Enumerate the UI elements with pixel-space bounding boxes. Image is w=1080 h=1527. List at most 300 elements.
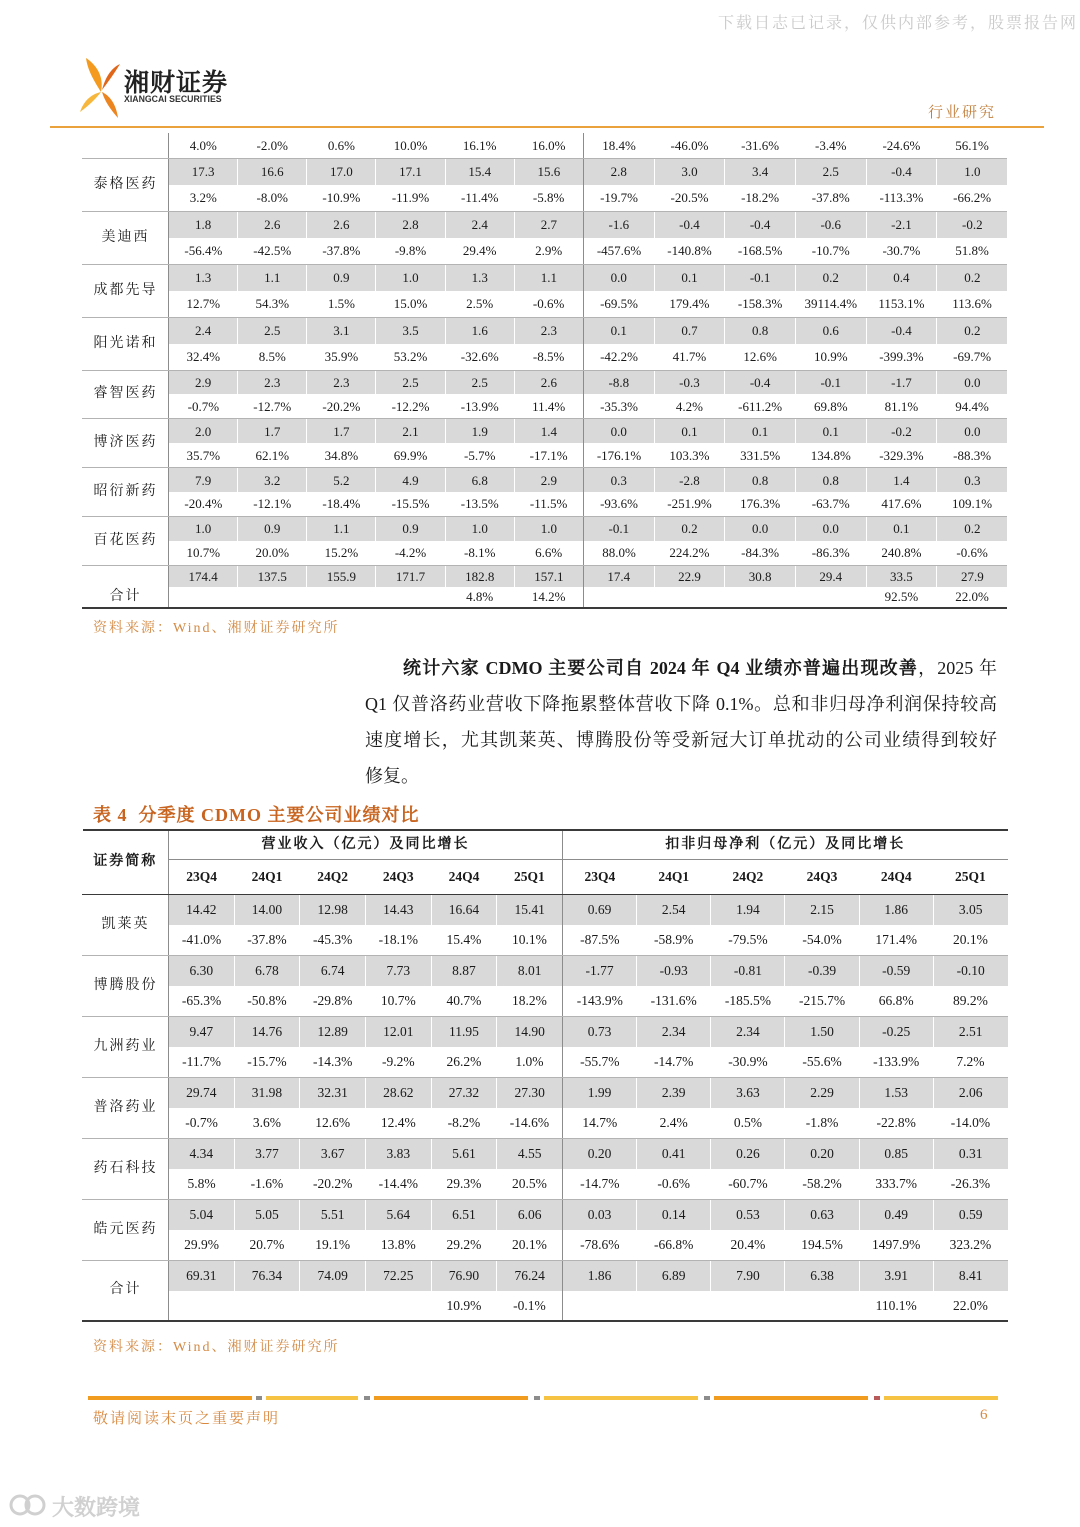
profit-cell: 0.8 [725, 468, 796, 492]
revenue-growth-cell: 35.7% [169, 443, 238, 467]
profit-cell: -0.25 [859, 1016, 933, 1047]
revenue-growth-cell: -14.4% [365, 1169, 431, 1200]
revenue-growth-cell [300, 1291, 366, 1322]
profit-growth-cell: 81.1% [866, 394, 937, 418]
profit-cell: 6.38 [785, 1260, 859, 1291]
profit-cell: 0.73 [563, 1016, 637, 1047]
header-quarter: 24Q4 [859, 859, 933, 894]
bottom-watermark: 大数跨境 [52, 1495, 141, 1520]
footer-decorative-stripe [88, 1396, 998, 1400]
revenue-growth-cell: -9.2% [365, 1047, 431, 1078]
revenue-growth-cell: -37.8% [234, 925, 300, 956]
profit-cell: 0.14 [637, 1199, 711, 1230]
company-name: 合计 [83, 1260, 169, 1321]
table-row-values [83, 1260, 1008, 1291]
profit-growth-cell: 20.1% [933, 925, 1007, 956]
profit-growth-cell [654, 587, 725, 609]
profit-growth-cell: 4.2% [654, 394, 725, 418]
profit-growth-cell: -1.8% [785, 1108, 859, 1139]
profit-cell: 17.4 [583, 565, 654, 587]
paragraph-line: Q1 仅普洛药业营收下降拖累整体营收下降 0.1%。总和非归母净利润保持较高 [365, 694, 997, 714]
revenue-cell: 3.83 [365, 1138, 431, 1169]
revenue-growth-cell: 10.7% [365, 986, 431, 1017]
revenue-growth-cell: -11.5% [514, 492, 583, 516]
revenue-growth-cell: 29.2% [431, 1230, 497, 1261]
revenue-growth-cell: 12.7% [169, 291, 238, 318]
revenue-growth-cell [234, 1291, 300, 1322]
revenue-growth-cell: 1.0% [497, 1047, 563, 1078]
revenue-cell: 3.5 [376, 317, 445, 344]
revenue-growth-cell [169, 587, 238, 609]
revenue-cell: 1.3 [445, 264, 514, 291]
revenue-growth-cell: -2.0% [238, 133, 307, 158]
profit-cell: 0.4 [866, 264, 937, 291]
profit-growth-cell [563, 1291, 637, 1322]
revenue-cell: 5.61 [431, 1138, 497, 1169]
profit-cell: 0.1 [583, 317, 654, 344]
revenue-cell: 6.30 [169, 955, 235, 986]
revenue-growth-cell: -12.2% [376, 394, 445, 418]
revenue-cell: 76.90 [431, 1260, 497, 1291]
profit-cell: -0.4 [654, 211, 725, 238]
profit-cell: 2.39 [637, 1077, 711, 1108]
profit-cell: -1.6 [583, 211, 654, 238]
revenue-cell: 1.3 [169, 264, 238, 291]
profit-cell: 0.8 [725, 317, 796, 344]
profit-growth-cell: 89.2% [933, 986, 1007, 1017]
revenue-cell: 2.9 [169, 370, 238, 394]
profit-cell: -1.7 [866, 370, 937, 394]
profit-growth-cell: -14.7% [563, 1169, 637, 1200]
profit-cell: 0.0 [725, 516, 796, 540]
revenue-growth-cell: 6.6% [514, 541, 583, 565]
revenue-growth-cell: 11.4% [514, 394, 583, 418]
revenue-growth-cell: -1.6% [234, 1169, 300, 1200]
revenue-cell: 5.04 [169, 1199, 235, 1230]
profit-cell: 29.4 [795, 565, 866, 587]
profit-cell: -0.4 [725, 370, 796, 394]
profit-cell: -0.3 [654, 370, 725, 394]
revenue-cell: 1.1 [514, 264, 583, 291]
table-row-values [83, 419, 1008, 443]
profit-growth-cell: 0.5% [711, 1108, 785, 1139]
profit-growth-cell: -14.7% [637, 1047, 711, 1078]
revenue-cell: 157.1 [514, 565, 583, 587]
revenue-growth-cell: -5.8% [514, 185, 583, 212]
profit-growth-cell: -84.3% [725, 541, 796, 565]
revenue-growth-cell [238, 587, 307, 609]
header-quarter: 24Q3 [365, 859, 431, 894]
table-row-growth [83, 394, 1008, 418]
revenue-cell: 1.4 [514, 419, 583, 443]
profit-growth-cell: -79.5% [711, 925, 785, 956]
profit-cell: 0.2 [937, 516, 1008, 540]
profit-growth-cell: -37.8% [795, 185, 866, 212]
company-name: 昭衍新药 [83, 468, 169, 517]
profit-growth-cell: 110.1% [859, 1291, 933, 1322]
profit-cell: -0.6 [795, 211, 866, 238]
revenue-cell: 8.87 [431, 955, 497, 986]
logo-english-name: XIANGCAI SECURITIES [124, 94, 222, 105]
header-quarter: 24Q1 [234, 859, 300, 894]
revenue-cell: 2.3 [514, 317, 583, 344]
revenue-cell: 31.98 [234, 1077, 300, 1108]
revenue-growth-cell: 40.7% [431, 986, 497, 1017]
profit-growth-cell: -18.2% [725, 185, 796, 212]
profit-cell: 1.86 [859, 894, 933, 925]
revenue-growth-cell: -14.3% [300, 1047, 366, 1078]
revenue-cell: 2.5 [238, 317, 307, 344]
profit-growth-cell: -611.2% [725, 394, 796, 418]
revenue-cell: 3.1 [307, 317, 376, 344]
revenue-growth-cell: -45.3% [300, 925, 366, 956]
revenue-growth-cell: 15.4% [431, 925, 497, 956]
revenue-cell: 8.01 [497, 955, 563, 986]
company-name: 博济医药 [83, 419, 169, 468]
header-quarter: 24Q4 [431, 859, 497, 894]
revenue-cell: 76.24 [497, 1260, 563, 1291]
profit-growth-cell: 7.2% [933, 1047, 1007, 1078]
profit-cell: 1.86 [563, 1260, 637, 1291]
revenue-cell: 9.47 [169, 1016, 235, 1047]
profit-cell: 0.2 [937, 264, 1008, 291]
table-row-growth [83, 1291, 1008, 1322]
revenue-cell: 12.01 [365, 1016, 431, 1047]
table-row-values [83, 1016, 1008, 1047]
profit-growth-cell: 417.6% [866, 492, 937, 516]
revenue-growth-cell: -37.8% [307, 238, 376, 265]
profit-cell: -0.1 [795, 370, 866, 394]
table-row-values [83, 370, 1008, 394]
revenue-cell: 28.62 [365, 1077, 431, 1108]
profit-cell: 2.06 [933, 1077, 1007, 1108]
table-row-values [83, 516, 1008, 540]
revenue-growth-cell: 4.8% [445, 587, 514, 609]
profit-growth-cell: -58.9% [637, 925, 711, 956]
profit-growth-cell: -87.5% [563, 925, 637, 956]
profit-growth-cell [785, 1291, 859, 1322]
profit-growth-cell: 103.3% [654, 443, 725, 467]
revenue-cell: 0.9 [307, 264, 376, 291]
table-row-growth [83, 238, 1008, 265]
profit-growth-cell: 176.3% [725, 492, 796, 516]
profit-growth-cell: -133.9% [859, 1047, 933, 1078]
revenue-cell: 14.43 [365, 894, 431, 925]
company-name: 合计 [83, 565, 169, 608]
table-header-row [83, 830, 1008, 859]
profit-growth-cell: -46.0% [654, 133, 725, 158]
revenue-cell: 6.06 [497, 1199, 563, 1230]
revenue-cell: 2.5 [376, 370, 445, 394]
company-name: 皓元医药 [83, 1199, 169, 1260]
header-quarter: 23Q4 [563, 859, 637, 894]
download-watermark: 下载日志已记录，仅供内部参考，股票报告网 [717, 15, 1078, 32]
company-name: 阳光诺和 [83, 317, 169, 370]
revenue-cell: 17.0 [307, 158, 376, 185]
revenue-cell: 1.9 [445, 419, 514, 443]
revenue-cell: 2.9 [514, 468, 583, 492]
revenue-cell: 2.8 [376, 211, 445, 238]
profit-growth-cell: -176.1% [583, 443, 654, 467]
revenue-cell: 17.1 [376, 158, 445, 185]
profit-growth-cell [711, 1291, 785, 1322]
profit-growth-cell: 94.4% [937, 394, 1008, 418]
profit-growth-cell: 134.8% [795, 443, 866, 467]
revenue-growth-cell: -15.7% [234, 1047, 300, 1078]
table-row-growth [83, 1108, 1008, 1139]
profit-growth-cell: -168.5% [725, 238, 796, 265]
profit-growth-cell: -31.6% [725, 133, 796, 158]
revenue-growth-cell: 12.6% [300, 1108, 366, 1139]
company-name: 九洲药业 [83, 1016, 169, 1077]
profit-cell: 2.5 [795, 158, 866, 185]
revenue-cell: 1.7 [307, 419, 376, 443]
profit-cell: 0.1 [866, 516, 937, 540]
profit-growth-cell: 20.4% [711, 1230, 785, 1261]
profit-growth-cell: -113.3% [866, 185, 937, 212]
profit-cell: 2.34 [637, 1016, 711, 1047]
profit-cell: 0.49 [859, 1199, 933, 1230]
revenue-cell: 6.51 [431, 1199, 497, 1230]
revenue-growth-cell: 53.2% [376, 344, 445, 371]
profit-cell: 0.7 [654, 317, 725, 344]
revenue-cell: 15.6 [514, 158, 583, 185]
profit-cell: 27.9 [937, 565, 1008, 587]
profit-growth-cell: -131.6% [637, 986, 711, 1017]
revenue-cell: 14.76 [234, 1016, 300, 1047]
revenue-cell: 2.3 [238, 370, 307, 394]
revenue-cell: 15.41 [497, 894, 563, 925]
profit-growth-cell: -60.7% [711, 1169, 785, 1200]
paragraph-bold-text: 统计六家 CDMO 主要公司自 2024 年 Q4 业绩亦普遍出现改善 [403, 658, 919, 678]
profit-growth-cell [583, 587, 654, 609]
table-row-growth [83, 1230, 1008, 1261]
revenue-growth-cell: -0.7% [169, 1108, 235, 1139]
revenue-growth-cell: 26.2% [431, 1047, 497, 1078]
profit-growth-cell: 331.5% [725, 443, 796, 467]
revenue-growth-cell: -15.5% [376, 492, 445, 516]
revenue-cell: 6.78 [234, 955, 300, 986]
revenue-growth-cell: -8.1% [445, 541, 514, 565]
revenue-growth-cell: -5.7% [445, 443, 514, 467]
revenue-growth-cell: 20.7% [234, 1230, 300, 1261]
profit-growth-cell: 171.4% [859, 925, 933, 956]
revenue-cell: 1.0 [445, 516, 514, 540]
revenue-cell: 1.6 [445, 317, 514, 344]
table-row-growth [83, 986, 1008, 1017]
revenue-growth-cell: -18.4% [307, 492, 376, 516]
profit-cell: 3.91 [859, 1260, 933, 1291]
profit-growth-cell: 66.8% [859, 986, 933, 1017]
revenue-cell: 2.6 [238, 211, 307, 238]
revenue-cell: 2.6 [514, 370, 583, 394]
profit-growth-cell: -35.3% [583, 394, 654, 418]
profit-cell: 1.4 [866, 468, 937, 492]
revenue-cell: 5.05 [234, 1199, 300, 1230]
header-quarter: 24Q2 [711, 859, 785, 894]
profit-cell: 0.0 [795, 516, 866, 540]
revenue-growth-cell: 18.2% [497, 986, 563, 1017]
profit-cell: -1.77 [563, 955, 637, 986]
revenue-cell: 7.73 [365, 955, 431, 986]
table-row-growth [83, 587, 1008, 609]
profit-cell: 0.26 [711, 1138, 785, 1169]
revenue-cell: 32.31 [300, 1077, 366, 1108]
revenue-cell: 16.6 [238, 158, 307, 185]
revenue-cell: 4.55 [497, 1138, 563, 1169]
profit-cell: 0.0 [937, 419, 1008, 443]
profit-cell: 1.94 [711, 894, 785, 925]
revenue-cell: 16.64 [431, 894, 497, 925]
profit-growth-cell: 22.0% [933, 1291, 1007, 1322]
profit-cell: -8.8 [583, 370, 654, 394]
revenue-cell: 2.4 [169, 317, 238, 344]
profit-cell: 3.0 [654, 158, 725, 185]
revenue-growth-cell: -12.7% [238, 394, 307, 418]
table-row-values [83, 158, 1008, 185]
revenue-growth-cell: 19.1% [300, 1230, 366, 1261]
profit-growth-cell [725, 587, 796, 609]
profit-cell: -0.39 [785, 955, 859, 986]
profit-cell: 0.2 [654, 516, 725, 540]
profit-growth-cell: -86.3% [795, 541, 866, 565]
revenue-cell: 5.51 [300, 1199, 366, 1230]
profit-growth-cell: -66.8% [637, 1230, 711, 1261]
profit-cell: -0.2 [937, 211, 1008, 238]
profit-cell: -0.4 [725, 211, 796, 238]
revenue-cell: 5.2 [307, 468, 376, 492]
revenue-cell: 69.31 [169, 1260, 235, 1291]
profit-growth-cell: -69.5% [583, 291, 654, 318]
profit-cell: -2.1 [866, 211, 937, 238]
page-number: 6 [980, 1407, 988, 1423]
revenue-cell: 155.9 [307, 565, 376, 587]
profit-growth-cell: 2.4% [637, 1108, 711, 1139]
revenue-cell: 72.25 [365, 1260, 431, 1291]
table-source-note: 资料来源：Wind、湘财证券研究所 [93, 1340, 340, 1355]
table-row-values [83, 955, 1008, 986]
profit-growth-cell [637, 1291, 711, 1322]
revenue-growth-cell: 14.2% [514, 587, 583, 609]
revenue-cell: 1.1 [238, 264, 307, 291]
revenue-cell: 4.9 [376, 468, 445, 492]
xiangcai-logo-icon [78, 56, 124, 120]
revenue-cell: 1.0 [376, 264, 445, 291]
profit-growth-cell: 194.5% [785, 1230, 859, 1261]
profit-cell: 0.20 [563, 1138, 637, 1169]
profit-growth-cell: -30.7% [866, 238, 937, 265]
table-row-values [83, 264, 1008, 291]
profit-growth-cell: -10.7% [795, 238, 866, 265]
revenue-growth-cell: 29.4% [445, 238, 514, 265]
profit-cell: 2.54 [637, 894, 711, 925]
revenue-growth-cell: -13.5% [445, 492, 514, 516]
revenue-growth-cell: -8.2% [431, 1108, 497, 1139]
table-row-growth [83, 344, 1008, 371]
profit-growth-cell: -140.8% [654, 238, 725, 265]
revenue-growth-cell: -4.2% [376, 541, 445, 565]
revenue-growth-cell: -11.9% [376, 185, 445, 212]
cdmo-quarterly-performance-table [82, 829, 1008, 1322]
table-row-values [83, 565, 1008, 587]
table-row-growth [83, 1047, 1008, 1078]
profit-cell: 0.0 [937, 370, 1008, 394]
revenue-cell: 5.64 [365, 1199, 431, 1230]
revenue-cell: 27.30 [497, 1077, 563, 1108]
profit-cell: 1.0 [937, 158, 1008, 185]
revenue-growth-cell: 35.9% [307, 344, 376, 371]
revenue-cell: 1.0 [169, 516, 238, 540]
profit-cell: 8.41 [933, 1260, 1007, 1291]
profit-cell: 3.05 [933, 894, 1007, 925]
header-quarter: 24Q2 [300, 859, 366, 894]
profit-cell: 0.41 [637, 1138, 711, 1169]
disclaimer-notice: 敬请阅读末页之重要声明 [93, 1411, 281, 1427]
profit-growth-cell: 224.2% [654, 541, 725, 565]
revenue-growth-cell: 3.6% [234, 1108, 300, 1139]
profit-growth-cell: -63.7% [795, 492, 866, 516]
revenue-cell: 17.3 [169, 158, 238, 185]
table-row-growth [83, 291, 1008, 318]
company-name: 凯莱英 [83, 894, 169, 955]
profit-growth-cell: -185.5% [711, 986, 785, 1017]
revenue-growth-cell: 29.3% [431, 1169, 497, 1200]
table-row-values [83, 211, 1008, 238]
profit-cell: 1.99 [563, 1077, 637, 1108]
revenue-growth-cell: 0.6% [307, 133, 376, 158]
revenue-growth-cell: 10.0% [376, 133, 445, 158]
header-quarter: 24Q1 [637, 859, 711, 894]
revenue-growth-cell: 4.0% [169, 133, 238, 158]
profit-cell: 0.3 [937, 468, 1008, 492]
revenue-growth-cell: 16.1% [445, 133, 514, 158]
revenue-growth-cell: 69.9% [376, 443, 445, 467]
profit-cell: 0.31 [933, 1138, 1007, 1169]
profit-growth-cell: 179.4% [654, 291, 725, 318]
revenue-growth-cell: -20.2% [300, 1169, 366, 1200]
revenue-growth-cell: -32.6% [445, 344, 514, 371]
table-row-values [83, 1138, 1008, 1169]
company-name: 泰格医药 [83, 158, 169, 211]
revenue-growth-cell: -14.6% [497, 1108, 563, 1139]
table-row-growth [83, 492, 1008, 516]
profit-growth-cell: -3.4% [795, 133, 866, 158]
revenue-growth-cell [169, 1291, 235, 1322]
revenue-cell: 2.4 [445, 211, 514, 238]
profit-growth-cell: -0.6% [937, 541, 1008, 565]
revenue-growth-cell: -10.9% [307, 185, 376, 212]
profit-cell: 0.03 [563, 1199, 637, 1230]
revenue-growth-cell: 32.4% [169, 344, 238, 371]
header-revenue-group: 营业收入（亿元）及同比增长 [169, 830, 563, 859]
revenue-growth-cell: 10.1% [497, 925, 563, 956]
profit-growth-cell: 113.6% [937, 291, 1008, 318]
revenue-growth-cell: 3.2% [169, 185, 238, 212]
profit-cell: 7.90 [711, 1260, 785, 1291]
revenue-cell: 12.89 [300, 1016, 366, 1047]
profit-growth-cell: -399.3% [866, 344, 937, 371]
profit-cell: 2.15 [785, 894, 859, 925]
profit-growth-cell: -66.2% [937, 185, 1008, 212]
revenue-cell: 3.2 [238, 468, 307, 492]
profit-cell: 0.2 [795, 264, 866, 291]
profit-growth-cell: -69.7% [937, 344, 1008, 371]
revenue-growth-cell: -0.6% [514, 291, 583, 318]
profit-cell: -0.59 [859, 955, 933, 986]
revenue-growth-cell: 15.2% [307, 541, 376, 565]
revenue-cell: 1.1 [307, 516, 376, 540]
profit-growth-cell: 12.6% [725, 344, 796, 371]
